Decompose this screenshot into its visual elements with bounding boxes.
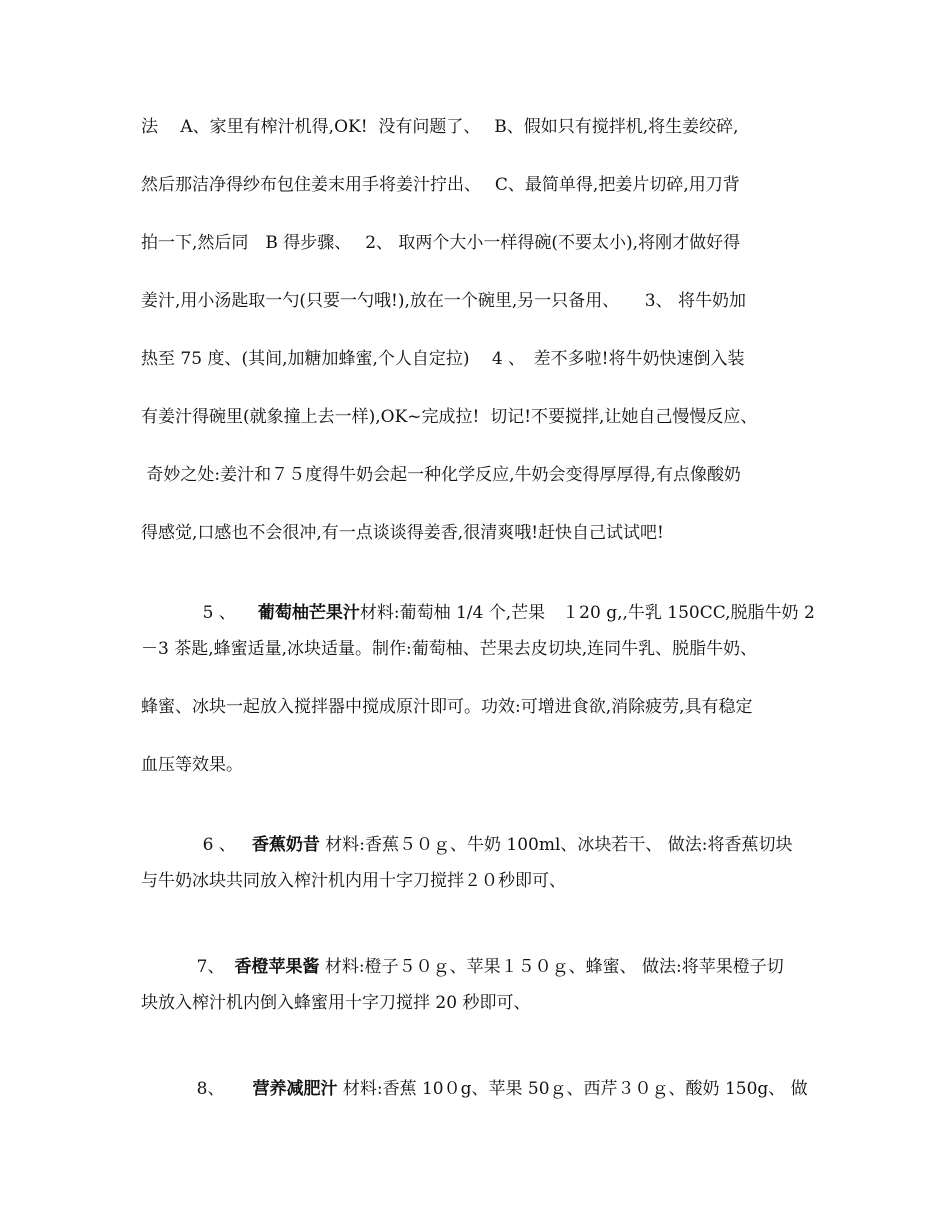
- recipe-5-line: 血压等效果。: [141, 755, 243, 775]
- paragraph-line: 姜汁,用小汤匙取一勺(只要一勺哦!),放在一个碗里,另一只备用、 3、 将牛奶加: [141, 291, 747, 311]
- recipe-7-line: 块放入榨汁机内倒入蜂蜜用十字刀搅拌 20 秒即可、: [141, 993, 531, 1013]
- paragraph-line: 然后那洁净得纱布包住姜末用手将姜汁拧出、 C、最简单得,把姜片切碎,用刀背: [141, 175, 740, 195]
- recipe-6-first-line: [141, 812, 793, 878]
- paragraph-line: 奇妙之处:姜汁和７５度得牛奶会起一种化学反应,牛奶会变得厚厚得,有点像酸奶: [141, 465, 741, 485]
- paragraph-line: 热至 75 度、(其间,加糖加蜂蜜,个人自定拉) 4 、 差不多啦!将牛奶快速倒入装: [141, 349, 745, 369]
- recipe-6-title: 香蕉奶昔: [251, 835, 320, 855]
- recipe-5-line: －3 茶匙,蜂蜜适量,冰块适量。制作:葡萄柚、芒果去皮切块,连同牛乳、脱脂牛奶、: [141, 639, 758, 659]
- recipe-5-number: 5 、: [202, 603, 236, 623]
- paragraph-line: 得感觉,口感也不会很冲,有一点谈谈得姜香,很清爽哦!赶快自己试试吧!: [141, 523, 664, 543]
- recipe-5-title: 葡萄柚芒果汁: [257, 603, 360, 623]
- recipe-7-title: 香橙苹果酱: [234, 957, 320, 977]
- recipe-8-text: 材料:香蕉 10０g、苹果 50ｇ、西芹３０ｇ、酸奶 150g、 做: [342, 1079, 808, 1099]
- recipe-5-first-line: [141, 580, 815, 646]
- recipe-6-line: 与牛奶冰块共同放入榨汁机内用十字刀搅拌２０秒即可、: [141, 871, 566, 891]
- recipe-6-number: 6 、: [202, 835, 236, 855]
- recipe-8-number: 8、: [196, 1079, 225, 1099]
- recipe-8-first-line: [141, 1056, 808, 1122]
- recipe-7-first-line: [141, 934, 784, 1000]
- paragraph-line: 有姜汁得碗里(就象撞上去一样),OK~完成拉! 切记!不要搅拌,让她自己慢慢反应、: [141, 407, 758, 427]
- recipe-5-line: 蜂蜜、冰块一起放入搅拌器中搅成原汁即可。功效:可增进食欲,消除疲劳,具有稳定: [141, 697, 753, 717]
- recipe-8-title: 营养减肥汁: [252, 1079, 338, 1099]
- paragraph-line: 法 A、家里有榨汁机得,OK! 没有问题了、 B、假如只有搅拌机,将生姜绞碎,: [141, 117, 739, 137]
- recipe-7-text: 材料:橙子５０ｇ、苹果１５０ｇ、蜂蜜、 做法:将苹果橙子切: [324, 957, 784, 977]
- recipe-7-number: 7、: [196, 957, 225, 977]
- paragraph-line: 拍一下,然后同 B 得步骤、 2、 取两个大小一样得碗(不要太小),将刚才做好得: [141, 233, 741, 253]
- recipe-5-text: 材料:葡萄柚 1/4 个,芒果 １20 g,,牛乳 150CC,脱脂牛奶 2: [359, 603, 815, 623]
- recipe-6-text: 材料:香蕉５０ｇ、牛奶 100ml、冰块若干、 做法:将香蕉切块: [325, 835, 793, 855]
